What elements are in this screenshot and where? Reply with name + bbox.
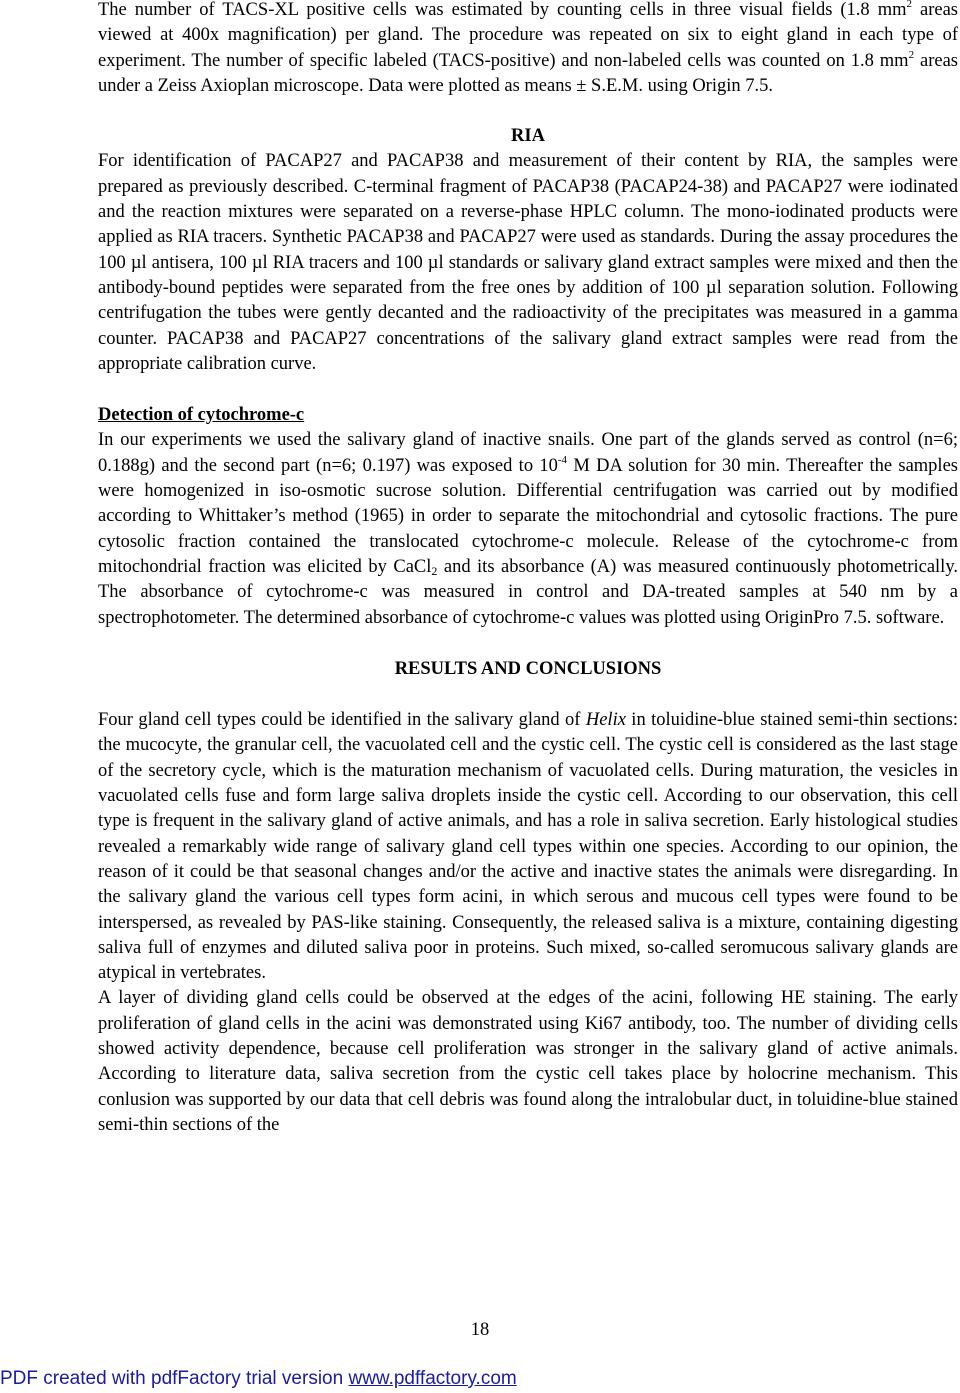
paragraph-results-2: A layer of dividing gland cells could be observed at the edges of the acini, following HE staining. The early proliferation of gland cells in the acini was demonstrated using Ki67 antibody, too. The number of dividing cells showed activity dependence, because cell proliferation was stronger in the salivary gland of active animals. According to literature data, saliva secretion from the cystic cell takes place by holocrine mechanism. This conlusion was supported by our data that cell debris was found along the intralobular duct, in toluidine-blue stained semi-thin sections of the <box>98 988 958 1135</box>
paragraph-cytochrome <box>98 428 958 630</box>
text-run: in toluidine-blue stained semi-thin sections: the mucocyte, the granular cell, the vacuolated cell and the cystic cell. The cystic cell is considered as the last stage of the secretory cycle, which is the maturation mechanism of vacuolated cells. During maturation, the vesicles in vacuolated cells fuse and form large saliva droplets inside the cystic cell. According to our observation, this cell type is frequent in the salivary gland of active animals, and has a role in saliva secretion. Early histological studies revealed a remarkably wide range of salivary gland cell types within one species. According to our opinion, the reason of it could be that seasonal changes and/or the active and inactive states the animals were disregarding. In the salivary gland the various cell types form acini, in which serous and mucous cell types were found to be interspersed, as revealed by PAS-like staining. Consequently, the released saliva is a mixture, containing digesting saliva full of enzymes and diluted saliva poor in proteins. Such mixed, so-called seromucous salivary glands are atypical in vertebrates. <box>98 710 959 984</box>
subscript: 2 <box>431 563 438 578</box>
text-run: In our experiments we used the salivary gland of inactive snails. One part of the glands served as control (n=6; 0.188g) and the second part (n=6; 0.197) was exposed to 10 <box>98 430 958 476</box>
paragraph-tacs-counting <box>98 0 958 99</box>
text-run: areas viewed at 400x magnification) per gland. The procedure was repeated on six to eight gland in each type of experiment. The number of specific labeled (TACS-positive) and non-labeled cells was counted on 1.8 mm <box>98 0 958 71</box>
section-heading-ria: RIA <box>511 126 545 147</box>
paragraph-ria: For identification of PACAP27 and PACAP38 and measurement of their content by RIA, the samples were prepared as previously described. C-terminal fragment of PACAP38 (PACAP24-38) and PACAP27 were iodinated and the reaction mixtures were separated on a reverse-phase HPLC column. The mono-iodinated products were applied as RIA tracers. Synthetic PACAP38 and PACAP27 were used as standards. During the assay procedures the 100 µl antisera, 100 µl RIA tracers and 100 µl standards or salivary gland extract samples were mixed and then the antibody-bound peptides were separated from the free ones by addition of 100 µl separation solution. Following centrifugation the tubes were gently decanted and the radioactivity of the precipitates was measured in a gamma counter. PACAP38 and PACAP27 concentrations of the salivary gland extract samples were read from the appropriate calibration curve. <box>98 151 958 374</box>
footer-text: PDF created with pdfFactory trial version <box>0 1368 349 1389</box>
footer-link[interactable]: www.pdffactory.com <box>348 1368 517 1389</box>
page-number: 18 <box>470 1320 490 1340</box>
text-run: M DA solution for 30 min. Thereafter the samples were homogenized in iso-osmotic sucrose solution. Differential centrifugation was carried out by modified according to Whittaker’s method (1965) in order to separate the mitochondrial and cytosolic fractions. The pure cytosolic fraction contained the translocated cytochrome-c molecule. Release of the cytochrome-c from mitochondrial fraction was elicited by CaCl <box>98 455 958 577</box>
page-content <box>98 0 958 1138</box>
superscript: 2 <box>906 0 912 10</box>
superscript: -4 <box>557 453 568 466</box>
paragraph-results-1 <box>98 708 958 986</box>
text-run: and its absorbance (A) was measured continuously photometrically. The absorbance of cytochrome-c was measured in control and DA-treated samples at 540 nm by a spectrophotometer. The determined absorbance of cytochrome-c values was plotted using OriginPro 7.5. software. <box>98 556 958 628</box>
pdf-footer <box>0 1365 960 1393</box>
text-run: The number of TACS-XL positive cells was estimated by counting cells in three visual fields (1.8 mm <box>98 0 907 20</box>
section-heading-results: RESULTS AND CONCLUSIONS <box>394 658 662 679</box>
italic-genus: Helix <box>585 710 626 731</box>
section-heading-cytochrome: Detection of cytochrome-c <box>98 405 305 426</box>
text-run: areas under a Zeiss Axioplan microscope. Data were plotted as means ± S.E.M. using Origin 7.5. <box>98 50 958 96</box>
text-run: Four gland cell types could be identified in the salivary gland of <box>98 710 586 731</box>
superscript: 2 <box>908 48 915 61</box>
